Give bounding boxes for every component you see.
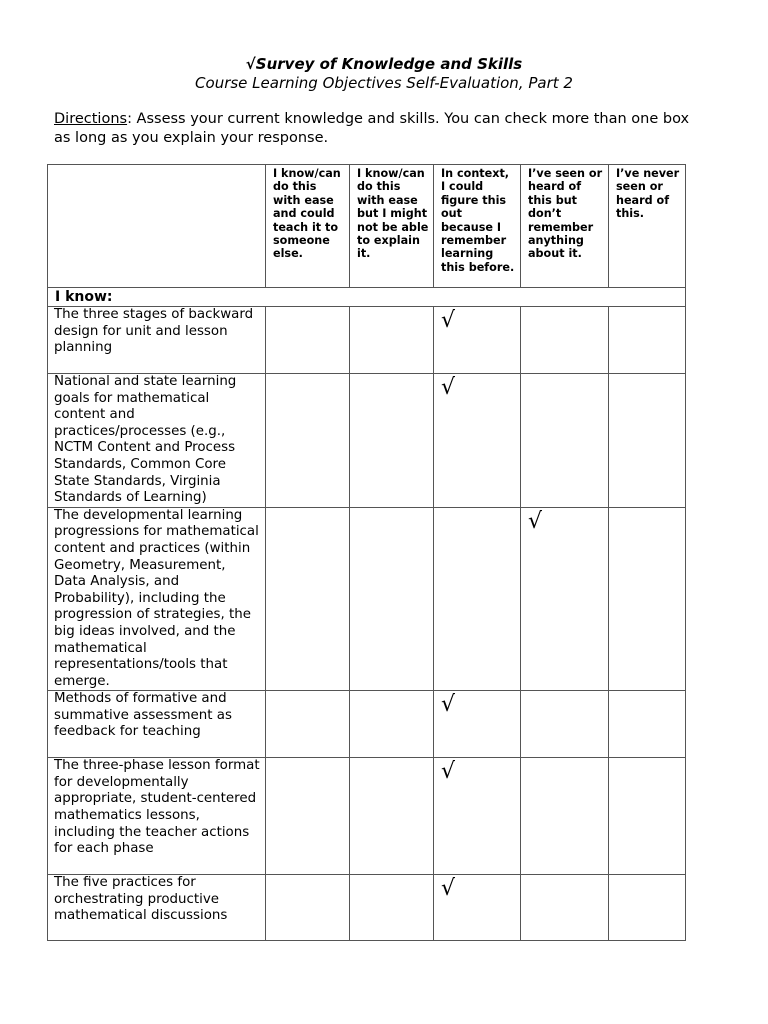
rating-cell[interactable] bbox=[609, 758, 686, 875]
header-row bbox=[48, 165, 686, 288]
rating-cell[interactable] bbox=[609, 374, 686, 508]
column-header: In context, I could figure this out because I remember learning this before. bbox=[434, 165, 521, 288]
rating-cell[interactable] bbox=[266, 507, 350, 691]
rating-cell[interactable] bbox=[350, 507, 434, 691]
check-mark-icon: √ bbox=[441, 759, 456, 785]
rating-cell[interactable] bbox=[609, 507, 686, 691]
column-header: I know/can do this with ease but I might not be able to explain it. bbox=[350, 165, 434, 288]
objective-text: National and state learning goals for mathematical content and practices/processes (e.g., NCTM Content and Process Standards, Common Core State Standards, Virginia Standards of Learning) bbox=[48, 374, 266, 508]
rating-cell[interactable] bbox=[434, 875, 521, 941]
directions-paragraph bbox=[54, 110, 694, 148]
rating-cell[interactable] bbox=[350, 758, 434, 875]
document-subtitle: Course Learning Objectives Self-Evaluation, Part 2 bbox=[195, 74, 573, 92]
table-row bbox=[48, 875, 686, 941]
column-header: I’ve seen or heard of this but don’t remember anything about it. bbox=[521, 165, 609, 288]
check-mark-icon: √ bbox=[441, 692, 456, 718]
check-mark-icon: √ bbox=[441, 308, 456, 333]
objective-text: The five practices for orchestrating productive mathematical discussions bbox=[48, 875, 266, 941]
rating-cell[interactable] bbox=[434, 691, 521, 758]
objective-text: The developmental learning progressions for mathematical content and practices (within Geometry, Measurement, Data Analysis, and Probability), including the progression of strategies, the big ideas involved, and the mathematical representations/tools that emerge. bbox=[48, 507, 266, 691]
rating-cell[interactable] bbox=[350, 691, 434, 758]
rating-cell[interactable] bbox=[521, 507, 609, 691]
rating-cell[interactable] bbox=[266, 875, 350, 941]
rating-cell[interactable] bbox=[350, 374, 434, 508]
column-header: I’ve never seen or heard of this. bbox=[609, 165, 686, 288]
header-blank-cell bbox=[48, 165, 266, 288]
rating-cell[interactable] bbox=[609, 307, 686, 374]
check-mark-icon: √ bbox=[441, 375, 456, 400]
check-mark-icon: √ bbox=[528, 508, 543, 534]
objective-text: The three-phase lesson format for developmentally appropriate, student-centered mathematics lessons, including the teacher actions for each phase bbox=[48, 758, 266, 875]
table-row bbox=[48, 758, 686, 875]
rating-cell[interactable] bbox=[521, 875, 609, 941]
rating-cell[interactable] bbox=[350, 875, 434, 941]
column-header: I know/can do this with ease and could teach it to someone else. bbox=[266, 165, 350, 288]
rating-cell[interactable] bbox=[609, 691, 686, 758]
section-label: I know: bbox=[48, 288, 686, 307]
section-row bbox=[48, 288, 686, 307]
objective-text: The three stages of backward design for unit and lesson planning bbox=[48, 307, 266, 374]
rating-cell[interactable] bbox=[434, 307, 521, 374]
rating-cell[interactable] bbox=[266, 374, 350, 508]
rating-cell[interactable] bbox=[434, 507, 521, 691]
rating-cell[interactable] bbox=[434, 758, 521, 875]
rating-cell[interactable] bbox=[266, 691, 350, 758]
check-mark-icon: √ bbox=[441, 876, 456, 902]
rating-cell[interactable] bbox=[609, 875, 686, 941]
rating-cell[interactable] bbox=[521, 307, 609, 374]
rating-cell[interactable] bbox=[521, 374, 609, 508]
self-evaluation-table bbox=[47, 164, 686, 941]
table-row bbox=[48, 374, 686, 508]
table-row bbox=[48, 691, 686, 758]
rating-cell[interactable] bbox=[521, 758, 609, 875]
rating-cell[interactable] bbox=[521, 691, 609, 758]
rating-cell[interactable] bbox=[266, 758, 350, 875]
table-row bbox=[48, 507, 686, 691]
rating-cell[interactable] bbox=[434, 374, 521, 508]
directions-text: : Assess your current knowledge and skills. You can check more than one box as long as you explain your response. bbox=[54, 111, 690, 146]
table-row bbox=[48, 307, 686, 374]
rating-cell[interactable] bbox=[266, 307, 350, 374]
objective-text: Methods of formative and summative assessment as feedback for teaching bbox=[48, 691, 266, 758]
rating-cell[interactable] bbox=[350, 307, 434, 374]
document-title: √Survey of Knowledge and Skills bbox=[245, 55, 523, 73]
directions-label: Directions bbox=[54, 111, 128, 127]
